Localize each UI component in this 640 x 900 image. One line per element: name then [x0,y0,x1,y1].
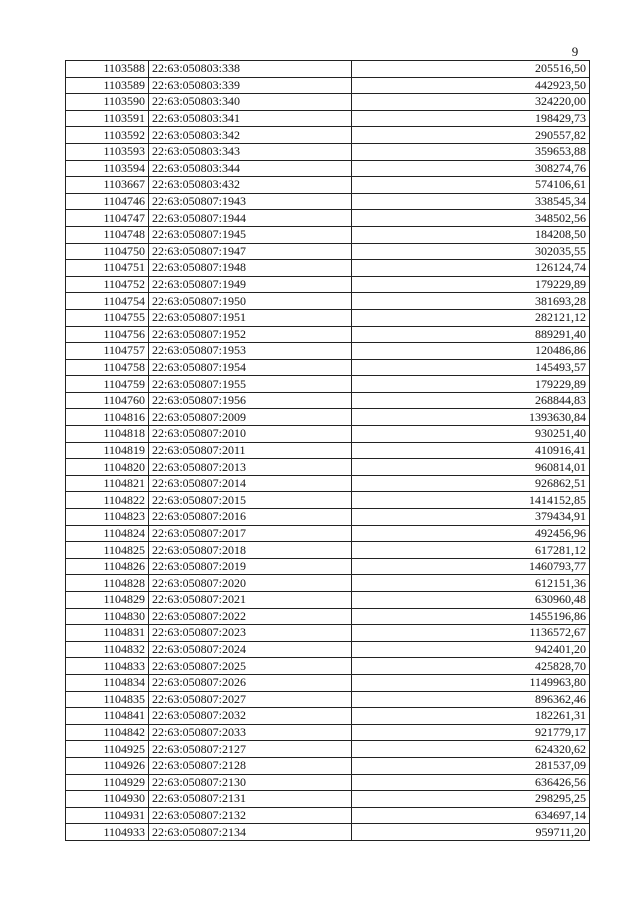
object-id-cell: 1104750 [66,243,149,260]
cadastral-value-cell: 198429,73 [352,110,590,127]
cadastral-value-cell: 282121,12 [352,309,590,326]
object-id-cell: 1104830 [66,608,149,625]
cadastral-number-cell: 22:63:050807:2013 [149,459,352,476]
table-row [66,343,590,360]
cadastral-value-cell: 1136572,67 [352,625,590,642]
object-id-cell: 1104754 [66,293,149,310]
object-id-cell: 1104926 [66,757,149,774]
table-row [66,276,590,293]
table-row [66,774,590,791]
table-row [66,359,590,376]
cadastral-number-cell: 22:63:050803:343 [149,143,352,160]
object-id-cell: 1103590 [66,94,149,111]
table-row [66,409,590,426]
cadastral-number-cell: 22:63:050807:2019 [149,558,352,575]
cadastral-value-cell: 1393630,84 [352,409,590,426]
cadastral-number-cell: 22:63:050807:1947 [149,243,352,260]
cadastral-value-cell: 442923,50 [352,77,590,94]
cadastral-value-cell: 324220,00 [352,94,590,111]
table-row [66,293,590,310]
cadastral-value-cell: 425828,70 [352,658,590,675]
object-id-cell: 1103589 [66,77,149,94]
table-row [66,708,590,725]
cadastral-value-cell: 308274,76 [352,160,590,177]
cadastral-number-cell: 22:63:050803:339 [149,77,352,94]
object-id-cell: 1103667 [66,177,149,194]
table-row [66,525,590,542]
cadastral-number-cell: 22:63:050807:2134 [149,824,352,841]
object-id-cell: 1104931 [66,807,149,824]
cadastral-value-cell: 359653,88 [352,143,590,160]
cadastral-value-cell: 574106,61 [352,177,590,194]
cadastral-value-cell: 889291,40 [352,326,590,343]
cadastral-number-cell: 22:63:050807:1954 [149,359,352,376]
object-id-cell: 1104933 [66,824,149,841]
cadastral-number-cell: 22:63:050807:2014 [149,475,352,492]
cadastral-value-cell: 381693,28 [352,293,590,310]
table-row [66,110,590,127]
object-id-cell: 1104841 [66,708,149,725]
table-row [66,509,590,526]
cadastral-value-cell: 348502,56 [352,210,590,227]
table-row [66,426,590,443]
cadastral-number-cell: 22:63:050807:2009 [149,409,352,426]
table-row [66,575,590,592]
cadastral-number-cell: 22:63:050807:1953 [149,343,352,360]
page-number: 9 [571,44,579,59]
table-row [66,741,590,758]
cadastral-value-cell: 1455196,86 [352,608,590,625]
cadastral-number-cell: 22:63:050807:2017 [149,525,352,542]
cadastral-value-cell: 145493,57 [352,359,590,376]
table-row [66,177,590,194]
cadastral-number-cell: 22:63:050803:338 [149,61,352,78]
cadastral-number-cell: 22:63:050807:2033 [149,724,352,741]
table-row [66,757,590,774]
table-row [66,492,590,509]
table-row [66,143,590,160]
cadastral-number-cell: 22:63:050807:2132 [149,807,352,824]
object-id-cell: 1104758 [66,359,149,376]
object-id-cell: 1104756 [66,326,149,343]
table-row [66,807,590,824]
table-row [66,127,590,144]
object-id-cell: 1104825 [66,542,149,559]
cadastral-number-cell: 22:63:050807:2015 [149,492,352,509]
cadastral-number-cell: 22:63:050807:2027 [149,691,352,708]
table-row [66,226,590,243]
object-id-cell: 1104751 [66,260,149,277]
object-id-cell: 1104835 [66,691,149,708]
table-row [66,309,590,326]
table-row [66,260,590,277]
cadastral-number-cell: 22:63:050807:2010 [149,426,352,443]
cadastral-number-cell: 22:63:050807:2018 [149,542,352,559]
cadastral-value-cell: 268844,83 [352,392,590,409]
cadastral-number-cell: 22:63:050807:2020 [149,575,352,592]
cadastral-number-cell: 22:63:050807:1944 [149,210,352,227]
cadastral-number-cell: 22:63:050807:1949 [149,276,352,293]
table-row [66,326,590,343]
object-id-cell: 1104819 [66,442,149,459]
table-row [66,724,590,741]
object-id-cell: 1103593 [66,143,149,160]
object-id-cell: 1104822 [66,492,149,509]
object-id-cell: 1104760 [66,392,149,409]
cadastral-value-cell: 184208,50 [352,226,590,243]
object-id-cell: 1104826 [66,558,149,575]
cadastral-number-cell: 22:63:050807:1956 [149,392,352,409]
table-row [66,658,590,675]
table-row [66,592,590,609]
object-id-cell: 1104748 [66,226,149,243]
table-row [66,542,590,559]
table-row [66,608,590,625]
cadastral-number-cell: 22:63:050807:1950 [149,293,352,310]
cadastral-value-cell: 179229,89 [352,376,590,393]
cadastral-number-cell: 22:63:050807:1955 [149,376,352,393]
object-id-cell: 1104831 [66,625,149,642]
object-id-cell: 1104757 [66,343,149,360]
cadastral-value-cell: 379434,91 [352,509,590,526]
object-id-cell: 1103594 [66,160,149,177]
cadastral-number-cell: 22:63:050807:2023 [149,625,352,642]
cadastral-number-cell: 22:63:050803:340 [149,94,352,111]
table-row [66,376,590,393]
cadastral-value-cell: 636426,56 [352,774,590,791]
table-row [66,392,590,409]
cadastral-number-cell: 22:63:050803:344 [149,160,352,177]
cadastral-number-cell: 22:63:050807:2026 [149,674,352,691]
cadastral-value-cell: 921779,17 [352,724,590,741]
cadastral-number-cell: 22:63:050803:342 [149,127,352,144]
cadastral-value-cell: 624320,62 [352,741,590,758]
cadastral-value-cell: 1414152,85 [352,492,590,509]
cadastral-number-cell: 22:63:050807:2025 [149,658,352,675]
table-row [66,824,590,841]
object-id-cell: 1103591 [66,110,149,127]
object-id-cell: 1104747 [66,210,149,227]
cadastral-value-cell: 290557,82 [352,127,590,144]
object-id-cell: 1104930 [66,791,149,808]
cadastral-value-cell: 630960,48 [352,592,590,609]
table-row [66,475,590,492]
cadastral-value-cell: 205516,50 [352,61,590,78]
cadastral-value-cell: 410916,41 [352,442,590,459]
object-id-cell: 1104833 [66,658,149,675]
object-id-cell: 1104821 [66,475,149,492]
object-id-cell: 1104832 [66,641,149,658]
cadastral-value-table [65,60,590,841]
cadastral-value-cell: 281537,09 [352,757,590,774]
cadastral-number-cell: 22:63:050807:1952 [149,326,352,343]
object-id-cell: 1104820 [66,459,149,476]
table-row [66,61,590,78]
cadastral-value-cell: 338545,34 [352,193,590,210]
cadastral-value-cell: 930251,40 [352,426,590,443]
table-row [66,674,590,691]
cadastral-number-cell: 22:63:050807:1948 [149,260,352,277]
table-row [66,94,590,111]
cadastral-number-cell: 22:63:050807:1945 [149,226,352,243]
cadastral-number-cell: 22:63:050807:2022 [149,608,352,625]
cadastral-number-cell: 22:63:050807:1943 [149,193,352,210]
object-id-cell: 1104829 [66,592,149,609]
table-body [66,61,590,841]
cadastral-value-cell: 896362,46 [352,691,590,708]
object-id-cell: 1104929 [66,774,149,791]
object-id-cell: 1104746 [66,193,149,210]
object-id-cell: 1103588 [66,61,149,78]
table-row [66,442,590,459]
cadastral-value-cell: 612151,36 [352,575,590,592]
table-row [66,558,590,575]
cadastral-value-cell: 959711,20 [352,824,590,841]
table-row [66,459,590,476]
object-id-cell: 1104818 [66,426,149,443]
table-row [66,210,590,227]
object-id-cell: 1104755 [66,309,149,326]
object-id-cell: 1104828 [66,575,149,592]
cadastral-value-cell: 634697,14 [352,807,590,824]
cadastral-value-cell: 492456,96 [352,525,590,542]
table-row [66,77,590,94]
cadastral-value-cell: 120486,86 [352,343,590,360]
object-id-cell: 1104816 [66,409,149,426]
object-id-cell: 1104823 [66,509,149,526]
table-row [66,625,590,642]
cadastral-value-cell: 182261,31 [352,708,590,725]
cadastral-value-cell: 179229,89 [352,276,590,293]
object-id-cell: 1104842 [66,724,149,741]
cadastral-value-cell: 617281,12 [352,542,590,559]
object-id-cell: 1104752 [66,276,149,293]
cadastral-value-cell: 960814,01 [352,459,590,476]
cadastral-number-cell: 22:63:050803:341 [149,110,352,127]
cadastral-value-cell: 126124,74 [352,260,590,277]
cadastral-number-cell: 22:63:050807:2130 [149,774,352,791]
cadastral-number-cell: 22:63:050807:2032 [149,708,352,725]
object-id-cell: 1104824 [66,525,149,542]
cadastral-value-cell: 926862,51 [352,475,590,492]
cadastral-number-cell: 22:63:050807:2021 [149,592,352,609]
table-row [66,193,590,210]
cadastral-value-cell: 1460793,77 [352,558,590,575]
object-id-cell: 1103592 [66,127,149,144]
cadastral-number-cell: 22:63:050807:2128 [149,757,352,774]
table-row [66,641,590,658]
cadastral-number-cell: 22:63:050807:1951 [149,309,352,326]
cadastral-number-cell: 22:63:050807:2127 [149,741,352,758]
object-id-cell: 1104759 [66,376,149,393]
table-row [66,791,590,808]
table-row [66,243,590,260]
cadastral-value-cell: 942401,20 [352,641,590,658]
cadastral-number-cell: 22:63:050807:2016 [149,509,352,526]
cadastral-value-cell: 298295,25 [352,791,590,808]
cadastral-value-cell: 302035,55 [352,243,590,260]
cadastral-number-cell: 22:63:050807:2011 [149,442,352,459]
table-row [66,691,590,708]
cadastral-number-cell: 22:63:050807:2131 [149,791,352,808]
cadastral-number-cell: 22:63:050803:432 [149,177,352,194]
object-id-cell: 1104834 [66,674,149,691]
cadastral-value-cell: 1149963,80 [352,674,590,691]
cadastral-number-cell: 22:63:050807:2024 [149,641,352,658]
object-id-cell: 1104925 [66,741,149,758]
table-row [66,160,590,177]
